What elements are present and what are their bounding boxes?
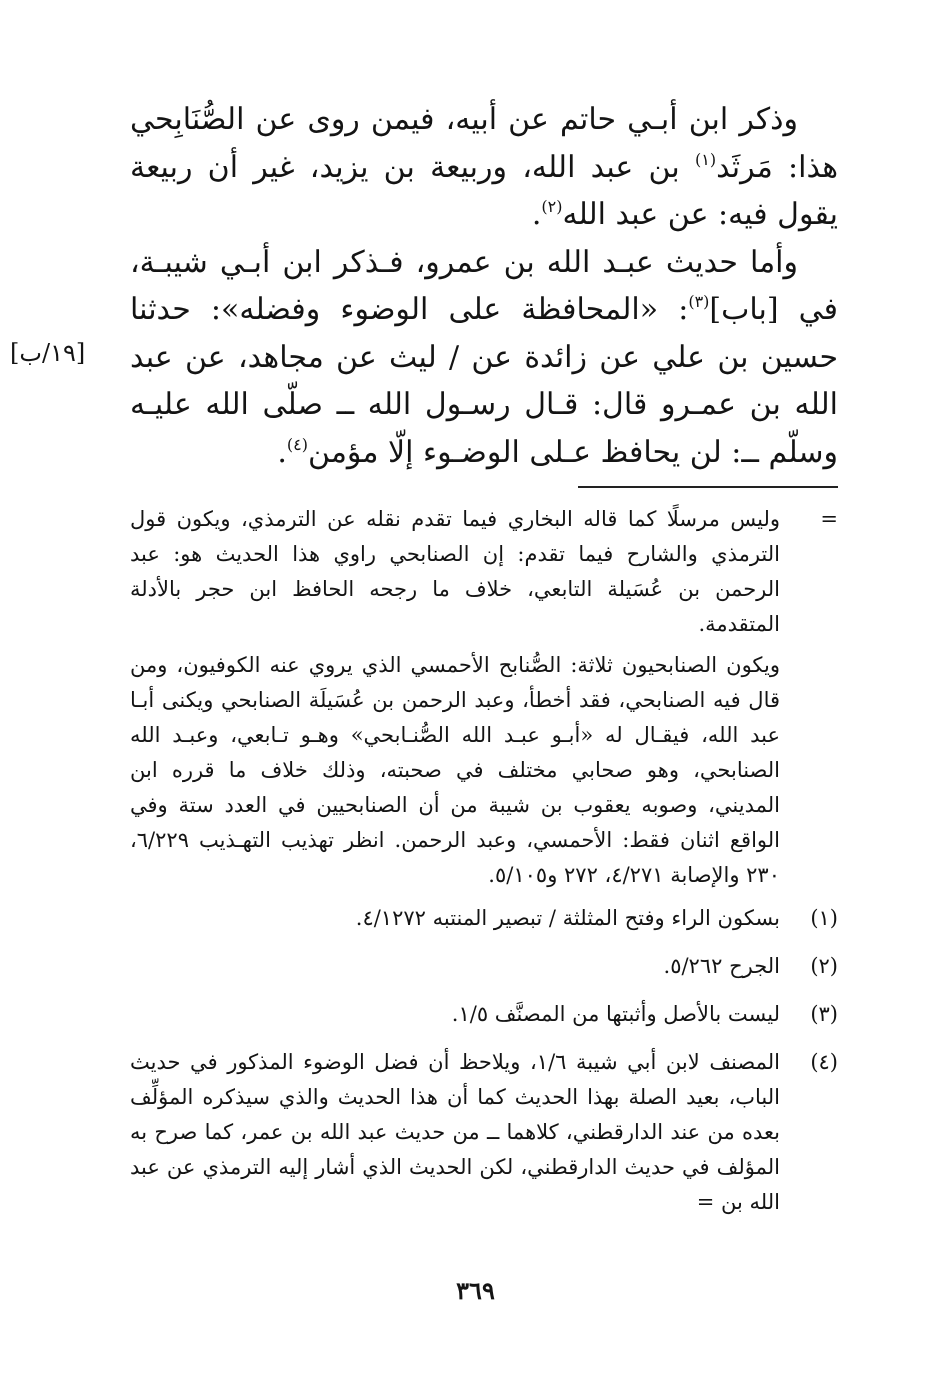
footnote-separator (578, 486, 838, 488)
manuscript-folio-marker: [١٩/ب] (10, 339, 86, 367)
footnote-ref-3: (٣) (688, 292, 710, 311)
footnote-number: (٤) (810, 1050, 838, 1074)
footnote-continued-text-1: وليس مرسلًا كما قاله البخاري فيما تقدم نقله عن الترمذي، ويكون قول الترمذي والشارح فيما تقدم: إن الصنابحي راوي هذا الحديث هو: عبد الرحمن بن عُسَيلة التابعي، خلاف ما رجحه الحافظ ابن حجر بالأدلة المتقدمة. (130, 507, 781, 636)
main-paragraph-1 (130, 96, 838, 239)
page-number: ٣٦٩ (456, 1276, 495, 1305)
footnote-2 (130, 949, 838, 984)
paragraph-text: بن عبد الله، وربيعة بن يزيد، غير أن ربيعة يقول فيه: عن عبد الله (130, 149, 838, 232)
footnote-ref-2: (٢) (541, 197, 563, 216)
footnote-ref-4: (٤) (286, 434, 308, 454)
footnote-continued (130, 502, 838, 642)
footnote-number: (٣) (810, 1002, 838, 1026)
main-text-body (130, 96, 838, 476)
footnote-text: ليست بالأصل وأثبتها من المصنَّف ١/٥. (451, 1002, 780, 1026)
footnote-ref-1: (١) (694, 149, 717, 169)
paragraph-text: وأما حديث عبـد الله بن عمرو، فـذكر ابن أبـي شيبـة، في [باب] (130, 244, 838, 327)
footnote-text: المصنف لابن أبي شيبة ١/٦، ويلاحظ أن فضل الوضوء المذكور في حديث الباب، بعيد الصلة بهذا الحديث كما أن هذا الحديث والذي سيذكره المؤلِّف بعده من عند الدارقطني، كلاهما ــ من حديث عبد الله بن عمر، كما صرح به المؤلف في حديث الدارقطني، لكن الحديث الذي أشار إليه الترمذي عن عبد الله بن = (130, 1050, 780, 1214)
footnote-continued-text-2: ويكون الصنابحيون ثلاثة: الصُّنابح الأحمسي الذي يروي عنه الكوفيون، ومن قال فيه الصنابحي، فقد أخطأ، وعبد الرحمن بن عُسَيلَة الصنابحي ويكنى أبـا عبد الله، فيقـال له «أبـو عبـد الله الصُّنـابحي» وهـو تـابعي، وعبـد الله الصنابحي، وهو صحابي مختلف في صحبته، وذلك خلاف ما قرره ابن المديني، وصوبه يعقوب بن شيبة من أن الصنابحيين في العدد ستة وفي الواقع اثنان فقط: الأحمسي، وعبد الرحمن. انظر تهذيب التهـذيب ٦/٢٢٩، ٢٣٠ والإصابة ٤/٢٧١، ٢٧٢ و٥/١٠٥. (130, 653, 780, 887)
footnotes-section (130, 502, 838, 1220)
footnote-3 (130, 997, 838, 1032)
continuation-marker: = (820, 507, 838, 531)
footnote-number: (٢) (810, 954, 838, 978)
footnote-text: الجرح ٥/٢٦٢. (663, 954, 780, 978)
paragraph-text: . (531, 197, 542, 232)
footnote-1 (130, 901, 838, 936)
footnote-text: بسكون الراء وفتح المثلثة / تبصير المنتبه ٤/١٢٧٢. (355, 906, 780, 930)
main-paragraph-2 (130, 239, 838, 477)
footnote-number: (١) (810, 906, 838, 930)
paragraph-text: وذكر ابن أبـي حاتم عن أبيه، فيمن روى عن الصُّنَابِحي هذا: مَرثَد (130, 102, 839, 185)
paragraph-text: : «المحافظة على الوضوء وفضله»: حدثنا حسين بن علي عن زائدة عن / ليث عن مجاهد، عن عبد الله بن عمـرو قال: قـال رسـول الله ــ صلّى الله عليـه وسلّم ــ: لن يحافظ عـلى الوضـوء إلّا مؤمن (130, 292, 838, 470)
footnote-4 (130, 1045, 838, 1220)
paragraph-text: . (277, 434, 287, 470)
